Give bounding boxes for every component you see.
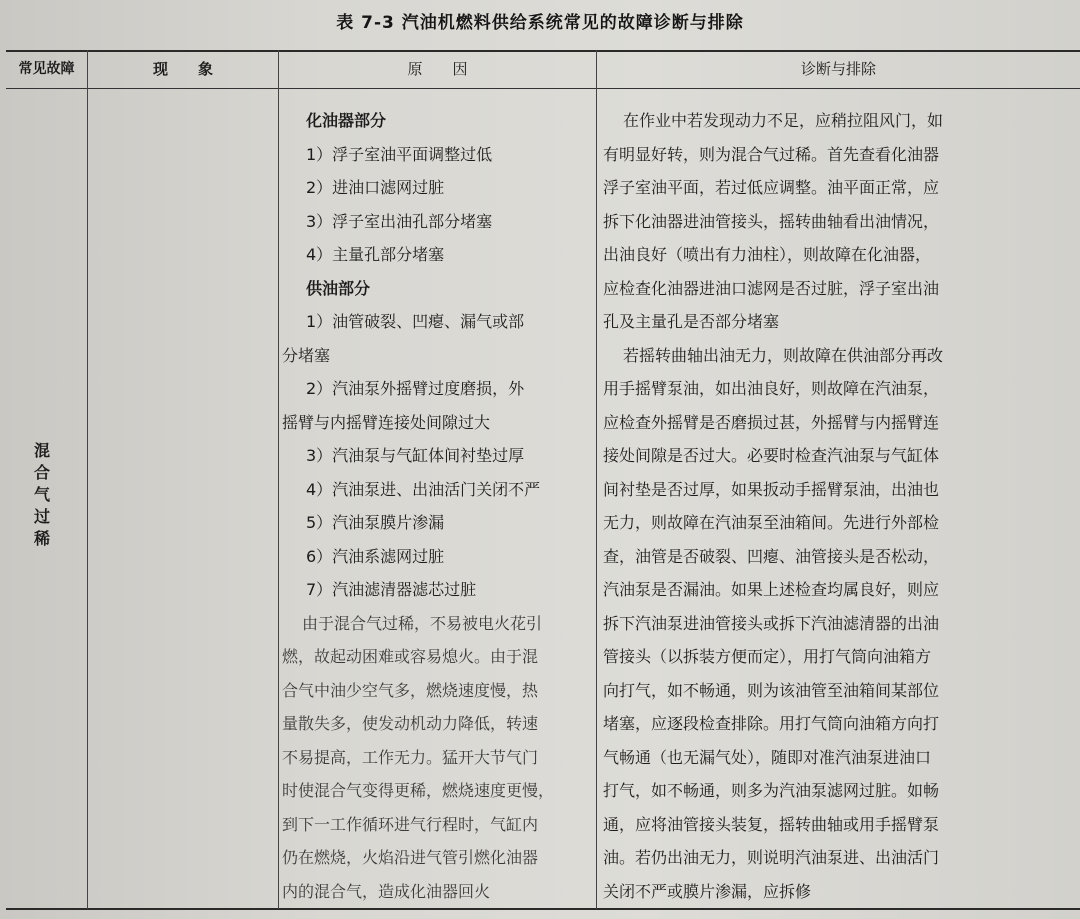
diagnosis-line: 关闭不严或膜片渗漏，应拆修 [603,881,812,901]
header-cause: 原 因 [407,60,468,78]
cause-item: 1）浮子室油平面调整过低 [306,144,493,164]
cause-section-title: 化油器部分 [306,111,387,130]
cause-item-continued: 分堵塞 [282,345,331,365]
cause-paragraph-line: 燃，故起动困难或容易熄火。由于混 [282,647,539,666]
diagnosis-line: 在作业中若发现动力不足，应稍拉阻风门，如 [623,111,944,130]
diagnosis-cell [603,104,1053,908]
diagnosis-line: 应检查外摇臂是否磨损过甚，外摇臂与内摇臂连 [603,412,940,432]
table-caption: 表 7-3 汽油机燃料供给系统常见的故障诊断与排除 [336,13,744,33]
cause-paragraph-line: 到下一工作循环进气行程时，气缸内 [282,814,539,834]
cause-item: 4）主量孔部分堵塞 [306,245,445,264]
diagnosis-line: 孔及主量孔是否部分堵塞 [603,312,780,331]
diagnosis-line: 若摇转曲轴出油无力，则故障在供油部分再改 [623,345,944,365]
diagnosis-line: 应检查化油器进油口滤网是否过脏，浮子室出油 [603,278,940,298]
cause-item: 7）汽油滤清器滤芯过脏 [306,580,477,599]
diagnosis-line: 堵塞，应逐段检查排除。用打气筒向油箱方向打 [603,714,940,733]
fault-char: 合 [33,463,50,482]
fault-char: 过 [33,507,50,526]
diagnosis-line: 气畅通（也无漏气处），随即对准汽油泵进油口 [603,747,932,767]
cause-item: 2）进油口滤网过脏 [306,178,445,197]
cause-paragraph-line: 仍在燃烧，火焰沿进气管引燃化油器 [282,848,539,867]
header-fault: 常见故障 [18,61,75,77]
cause-item: 1）油管破裂、凹瘪、漏气或部 [306,312,525,331]
column-divider-1 [87,50,88,909]
diagnosis-line: 向打气，如不畅通，则为该油管至油箱间某部位 [603,680,940,700]
cause-paragraph-line: 时使混合气变得更稀，燃烧速度更慢， [282,781,555,800]
diagnosis-line: 拆下汽油泵进油管接头或拆下汽油滤清器的出油 [603,613,940,633]
fault-name [22,440,62,550]
diagnosis-line: 通，应将油管接头装复，摇转曲轴或用手摇臂泵 [603,814,940,834]
column-divider-2 [278,50,279,909]
diagnosis-line: 用手摇臂泵油，如出油良好，则故障在汽油泵， [603,379,940,398]
diagnosis-line: 接处间隙是否过大。必要时检查汽油泵与气缸体 [603,446,940,465]
fault-char: 混 [33,441,50,460]
diagnosis-line: 出油良好（喷出有力油柱），则故障在化油器， [603,245,932,264]
cause-item: 4）汽油泵进、出油活门关闭不严 [306,479,541,499]
header-diagnosis: 诊断与排除 [800,60,876,78]
column-divider-3 [596,50,597,909]
cause-paragraph-line: 量散失多，使发动机动力降低，转速 [282,714,539,733]
diagnosis-line: 浮子室油平面，若过低应调整。油平面正常，应 [603,178,940,197]
table-top-rule [6,50,1080,52]
cause-item: 6）汽油系滤网过脏 [306,546,445,566]
fault-char: 气 [33,485,50,504]
cause-cell [282,104,587,908]
header-symptom: 现 象 [152,60,213,78]
diagnosis-line: 管接头（以拆装方便而定），用打气筒向油箱方 [603,647,932,666]
diagnosis-line: 有明显好转，则为混合气过稀。首先查看化油器 [603,144,940,164]
diagnosis-line: 拆下化油器进油管接头，摇转曲轴看出油情况， [603,211,940,231]
diagnosis-line: 打气，如不畅通，则多为汽油泵滤网过脏。如畅 [603,781,940,800]
diagnosis-line: 无力，则故障在汽油泵至油箱间。先进行外部检 [603,513,940,532]
cause-item-continued: 摇臂与内摇臂连接处间隙过大 [282,412,491,432]
cause-paragraph-line: 合气中油少空气多，燃烧速度慢，热 [282,680,539,700]
cause-item: 3）浮子室出油孔部分堵塞 [306,211,493,231]
fault-char: 稀 [33,529,50,548]
cause-item: 3）汽油泵与气缸体间衬垫过厚 [306,446,525,465]
diagnosis-line: 查，油管是否破裂、凹瘪、油管接头是否松动， [603,546,940,566]
cause-paragraph-line: 不易提高，工作无力。猛开大节气门 [282,747,539,767]
table-bottom-rule [6,908,1080,910]
diagnosis-line: 油。若仍出油无力，则说明汽油泵进、出油活门 [603,848,940,867]
cause-paragraph-line: 由于混合气过稀，不易被电火花引 [302,613,543,633]
cause-item: 2）汽油泵外摇臂过度磨损，外 [306,379,525,398]
diagnosis-line: 汽油泵是否漏油。如果上述检查均属良好，则应 [603,580,940,599]
cause-item: 5）汽油泵膜片渗漏 [306,513,445,532]
cause-section-title: 供油部分 [306,278,371,298]
diagnosis-line: 间衬垫是否过厚，如果扳动手摇臂泵油，出油也 [603,479,940,499]
table-header-rule [6,88,1080,89]
cause-paragraph-line: 内的混合气，造成化油器回火 [282,881,491,901]
